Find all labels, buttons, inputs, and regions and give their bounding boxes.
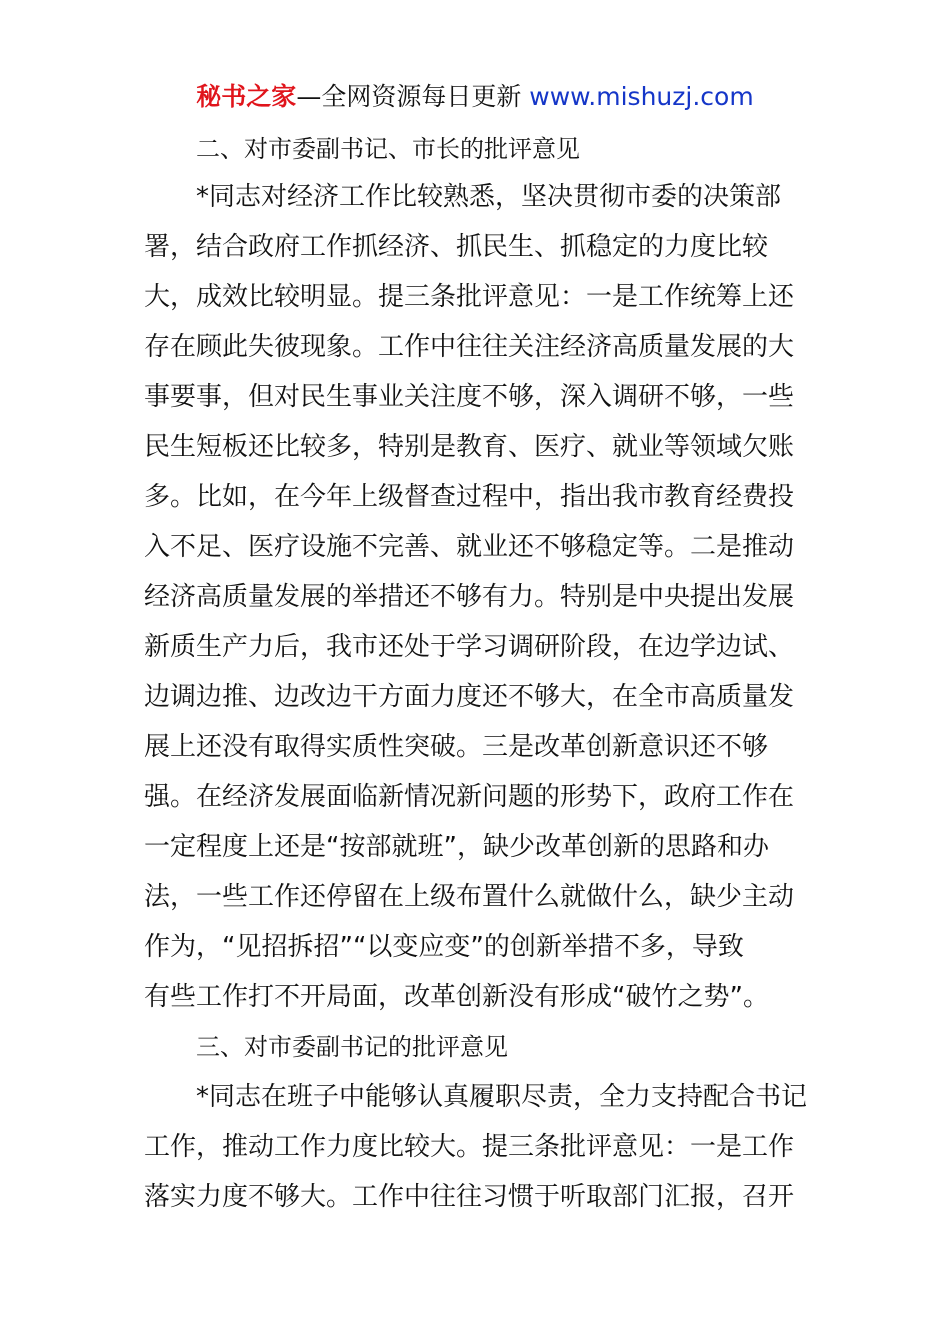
- paragraph-line: 边调边推、边改边干方面力度还不够大，在全市高质量发: [144, 682, 795, 712]
- section-heading-3: 三、对市委副书记的批评意见: [196, 1033, 508, 1061]
- site-tagline: —全网资源每日更新: [296, 82, 530, 111]
- site-brand: 秘书之家: [196, 82, 297, 111]
- paragraph-line: 有些工作打不开局面，改革创新没有形成“破竹之势”。: [144, 982, 769, 1012]
- paragraph-line: 大，成效比较明显。提三条批评意见：一是工作统筹上还: [144, 282, 795, 312]
- paragraph-line: 存在顾此失彼现象。工作中往往关注经济高质量发展的大: [144, 332, 795, 362]
- paragraph-line: *同志在班子中能够认真履职尽责，全力支持配合书记: [196, 1082, 808, 1112]
- paragraph-line: 落实力度不够大。工作中往往习惯于听取部门汇报，召开: [144, 1182, 795, 1212]
- paragraph-line: 入不足、医疗设施不完善、就业还不够稳定等。二是推动: [144, 532, 795, 562]
- paragraph-line: 新质生产力后，我市还处于学习调研阶段，在边学边试、: [144, 632, 795, 662]
- paragraph-line: 作为，“见招拆招”“以变应变”的创新举措不多，导致: [144, 932, 744, 962]
- paragraph-line: *同志对经济工作比较熟悉，坚决贯彻市委的决策部: [196, 182, 782, 212]
- site-url-link[interactable]: www.mishuzj.com: [529, 82, 754, 111]
- section-heading-2: 二、对市委副书记、市长的批评意见: [196, 135, 580, 163]
- paragraph-line: 署，结合政府工作抓经济、抓民生、抓稳定的力度比较: [144, 232, 769, 262]
- paragraph-line: 法，一些工作还停留在上级布置什么就做什么，缺少主动: [144, 882, 795, 912]
- paragraph-line: 一定程度上还是“按部就班”，缺少改革创新的思路和办: [144, 832, 769, 862]
- paragraph-line: 事要事，但对民生事业关注度不够，深入调研不够，一些: [144, 382, 795, 412]
- paragraph-line: 多。比如，在今年上级督查过程中，指出我市教育经费投: [144, 482, 795, 512]
- paragraph-line: 展上还没有取得实质性突破。三是改革创新意识还不够: [144, 732, 769, 762]
- paragraph-line: 强。在经济发展面临新情况新问题的形势下，政府工作在: [144, 782, 795, 812]
- paragraph-line: 经济高质量发展的举措还不够有力。特别是中央提出发展: [144, 582, 795, 612]
- site-header: [0, 80, 950, 114]
- paragraph-line: 民生短板还比较多，特别是教育、医疗、就业等领域欠账: [144, 432, 795, 462]
- paragraph-line: 工作，推动工作力度比较大。提三条批评意见：一是工作: [144, 1132, 795, 1162]
